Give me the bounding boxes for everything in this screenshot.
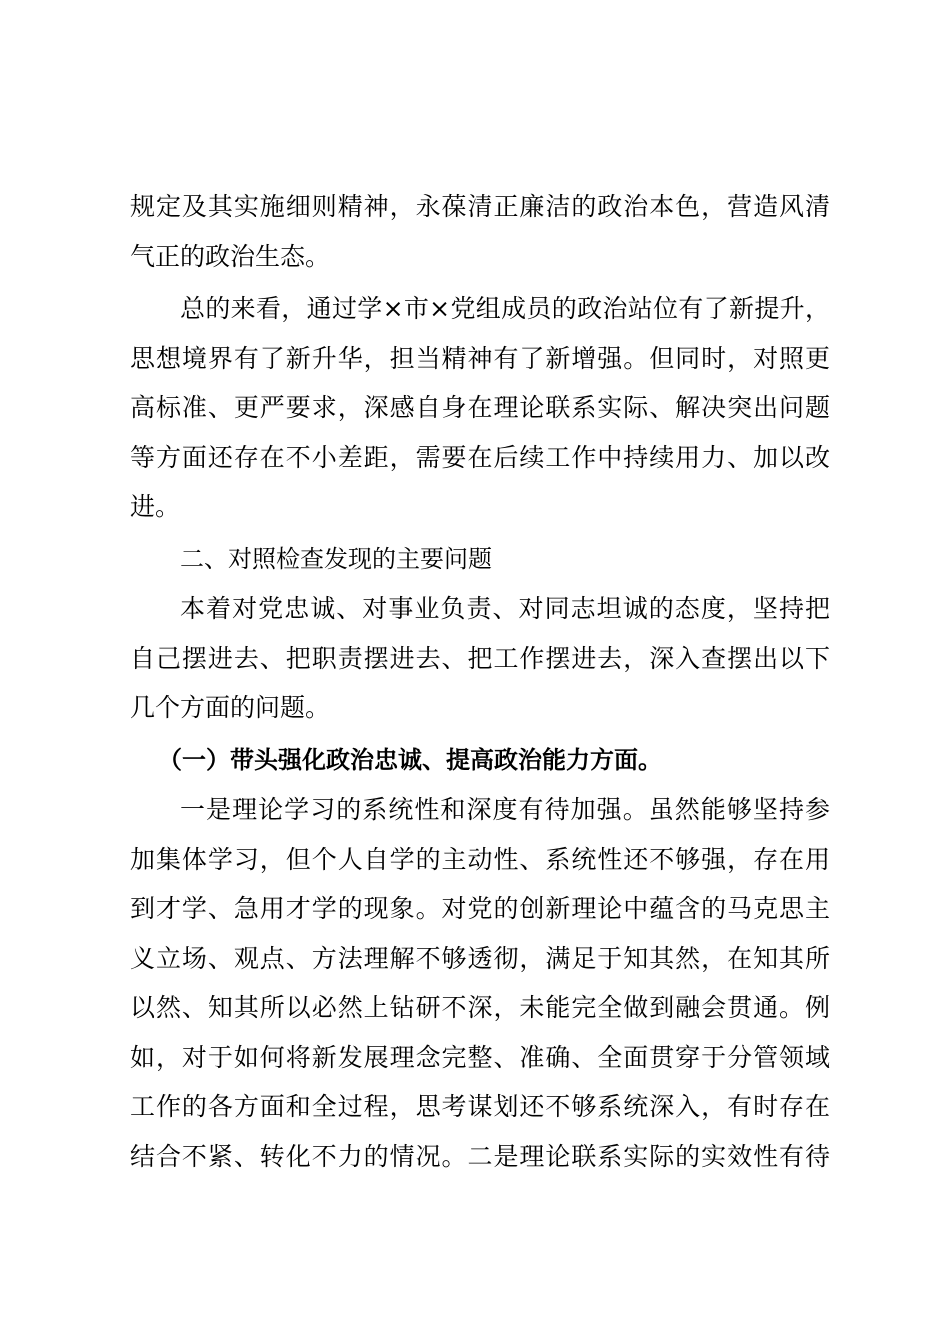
paragraph-first-line: 一是理论学习的系统性和深度有待加强。虽然能够坚持参: [180, 795, 830, 824]
body-text-line: 结合不紧、转化不力的情况。二是理论联系实际的实效性有待: [130, 1141, 830, 1171]
body-text-line: 到才学、急用才学的现象。对党的创新理论中蕴含的马克思主: [130, 894, 830, 923]
body-text-line: 规定及其实施细则精神，永葆清正廉洁的政治本色，营造风清: [130, 192, 830, 221]
paragraph-first-line: 本着对党忠诚、对事业负责、对同志坦诚的态度，坚持把: [180, 594, 830, 623]
body-text-line: 等方面还存在不小差距，需要在后续工作中持续用力、加以改: [130, 442, 830, 472]
body-text-line: 义立场、观点、方法理解不够透彻，满足于知其然，在知其所: [130, 943, 830, 973]
body-text-line: 几个方面的问题。: [130, 693, 331, 722]
body-text-line: 工作的各方面和全过程，思考谋划还不够系统深入，有时存在: [130, 1092, 830, 1121]
body-text-line: 进。: [130, 492, 181, 521]
body-text-line: 自己摆进去、把职责摆进去、把工作摆进去，深入查摆出以下: [130, 643, 830, 673]
subsection-heading: （一）带头强化政治忠诚、提高政治能力方面。: [158, 745, 662, 774]
body-text-line: 如，对于如何将新发展理念完整、准确、全面贯穿于分管领域: [130, 1042, 830, 1072]
paragraph-first-line: 总的来看，通过学×市×党组成员的政治站位有了新提升，: [180, 294, 830, 323]
body-text-line: 高标准、更严要求，深感自身在理论联系实际、解决突出问题: [130, 393, 830, 422]
document-body: [130, 182, 830, 1181]
body-text-line: 气正的政治生态。: [130, 241, 331, 271]
section-heading: 二、对照检查发现的主要问题: [180, 544, 492, 573]
body-text-line: 加集体学习，但个人自学的主动性、系统性还不够强，存在用: [130, 844, 830, 874]
body-text-line: 思想境界有了新升华，担当精神有了新增强。但同时，对照更: [130, 343, 830, 373]
body-text-line: 以然、知其所以必然上钻研不深，未能完全做到融会贯通。例: [130, 993, 830, 1022]
